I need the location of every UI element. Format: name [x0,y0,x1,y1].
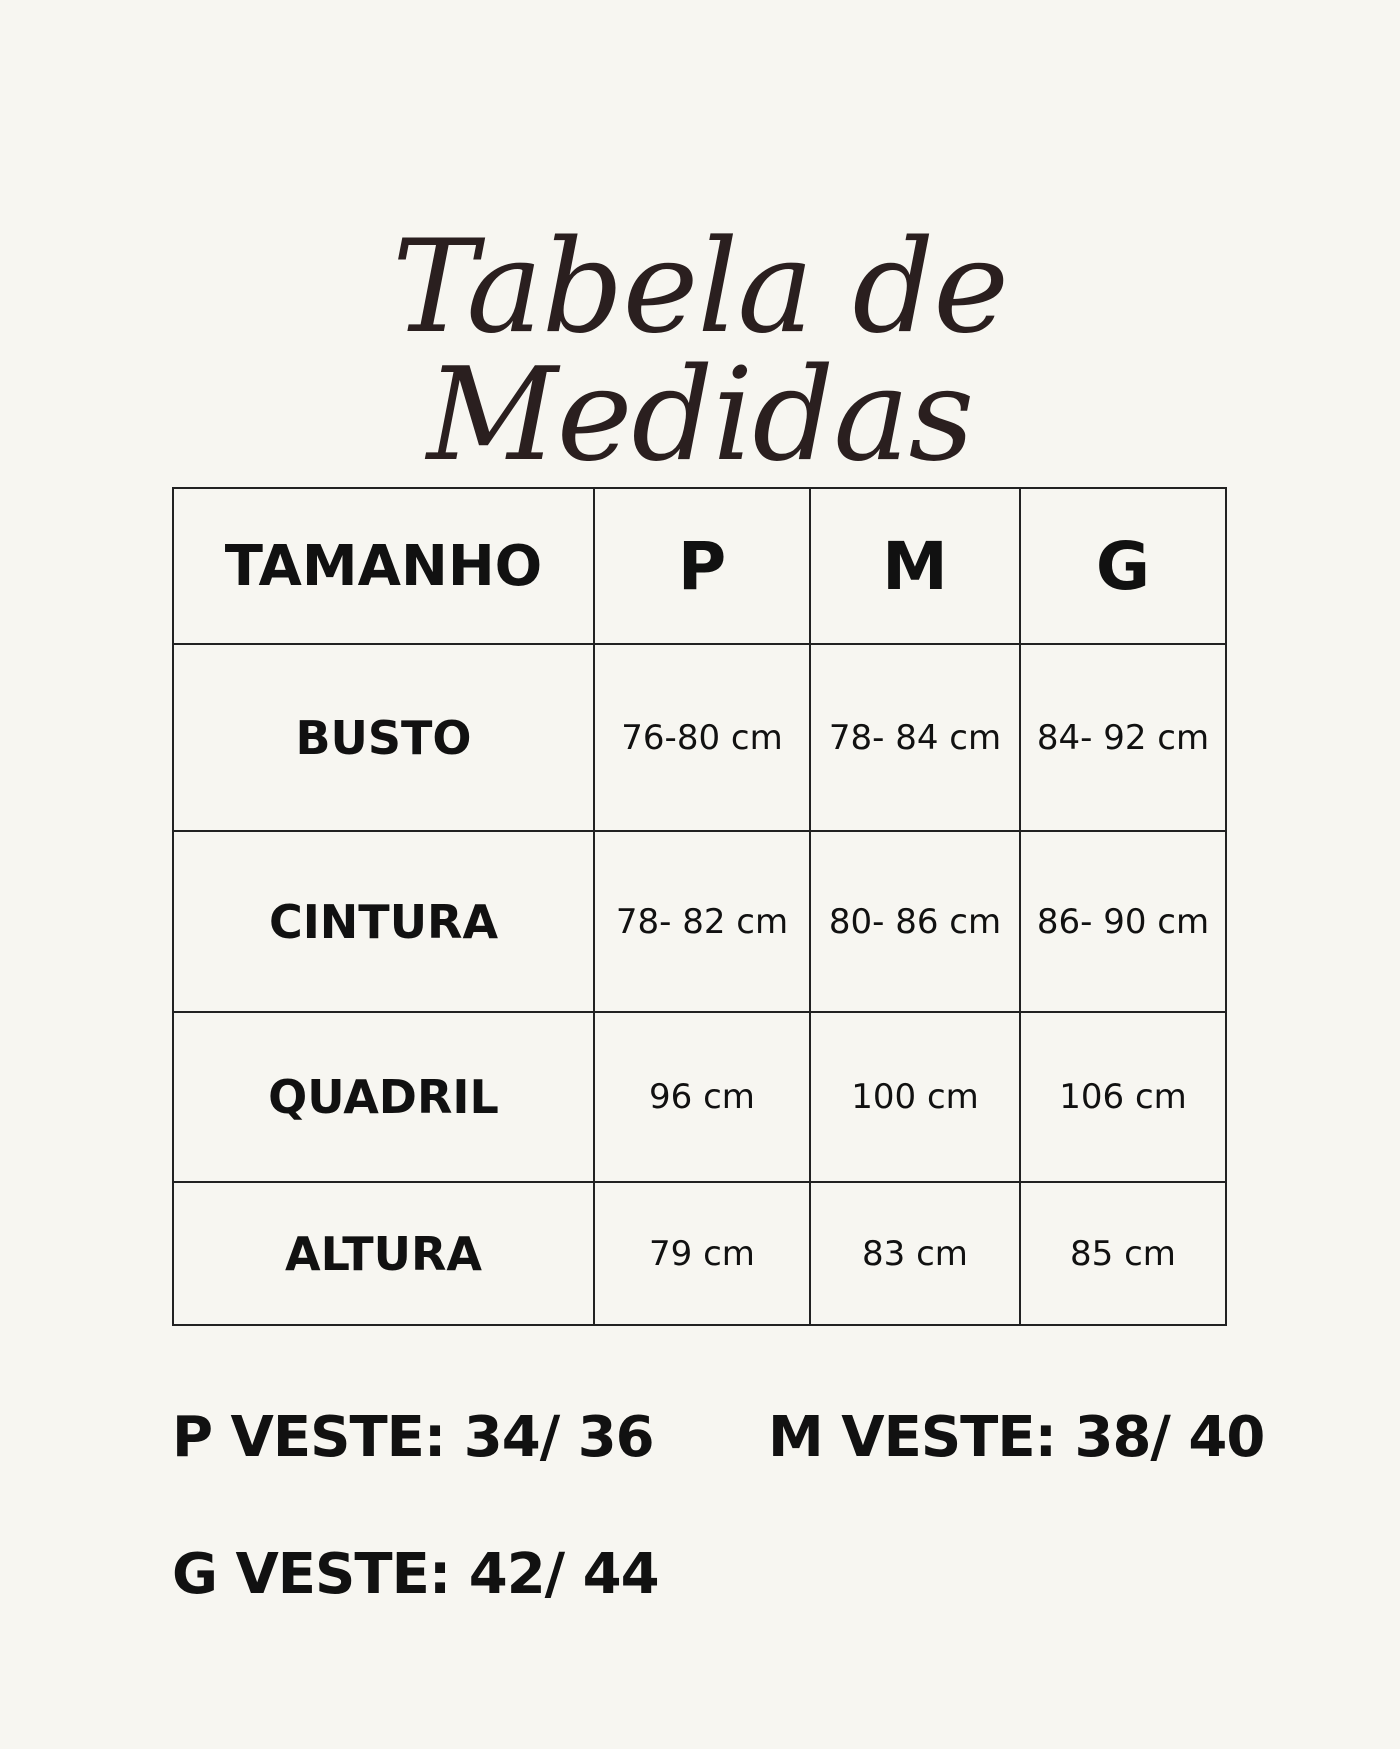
table-cell: 78- 82 cm [594,831,810,1012]
page-title [0,212,1400,490]
table-row-quadril [173,1012,1226,1182]
table-row-cintura [173,831,1226,1012]
table-cell: 96 cm [594,1012,810,1182]
table-cell: 79 cm [594,1182,810,1325]
table-cell: 80- 86 cm [810,831,1020,1012]
fit-note-m: M VESTE: 38/ 40 [768,1405,1265,1470]
header-cell-p: P [594,488,810,644]
table-row-busto [173,644,1226,831]
header-cell-g: G [1020,488,1226,644]
table-cell: 78- 84 cm [810,644,1020,831]
fit-note-p: P VESTE: 34/ 36 [172,1405,654,1470]
table-header-row [173,488,1226,644]
fit-note-g: G VESTE: 42/ 44 [172,1542,659,1607]
header-cell-size: TAMANHO [173,488,594,644]
table-row-altura [173,1182,1226,1325]
row-label: ALTURA [173,1182,594,1325]
table-cell: 85 cm [1020,1182,1226,1325]
table-cell: 86- 90 cm [1020,831,1226,1012]
row-label: CINTURA [173,831,594,1012]
size-chart-table [172,487,1227,1326]
table-cell: 84- 92 cm [1020,644,1226,831]
page-title-line-2: Medidas [426,340,974,490]
table-cell: 76-80 cm [594,644,810,831]
header-cell-m: M [810,488,1020,644]
table-cell: 106 cm [1020,1012,1226,1182]
row-label: QUADRIL [173,1012,594,1182]
page-title-line-1: Tabela de [391,212,1009,362]
table-cell: 100 cm [810,1012,1020,1182]
row-label: BUSTO [173,644,594,831]
table-cell: 83 cm [810,1182,1020,1325]
